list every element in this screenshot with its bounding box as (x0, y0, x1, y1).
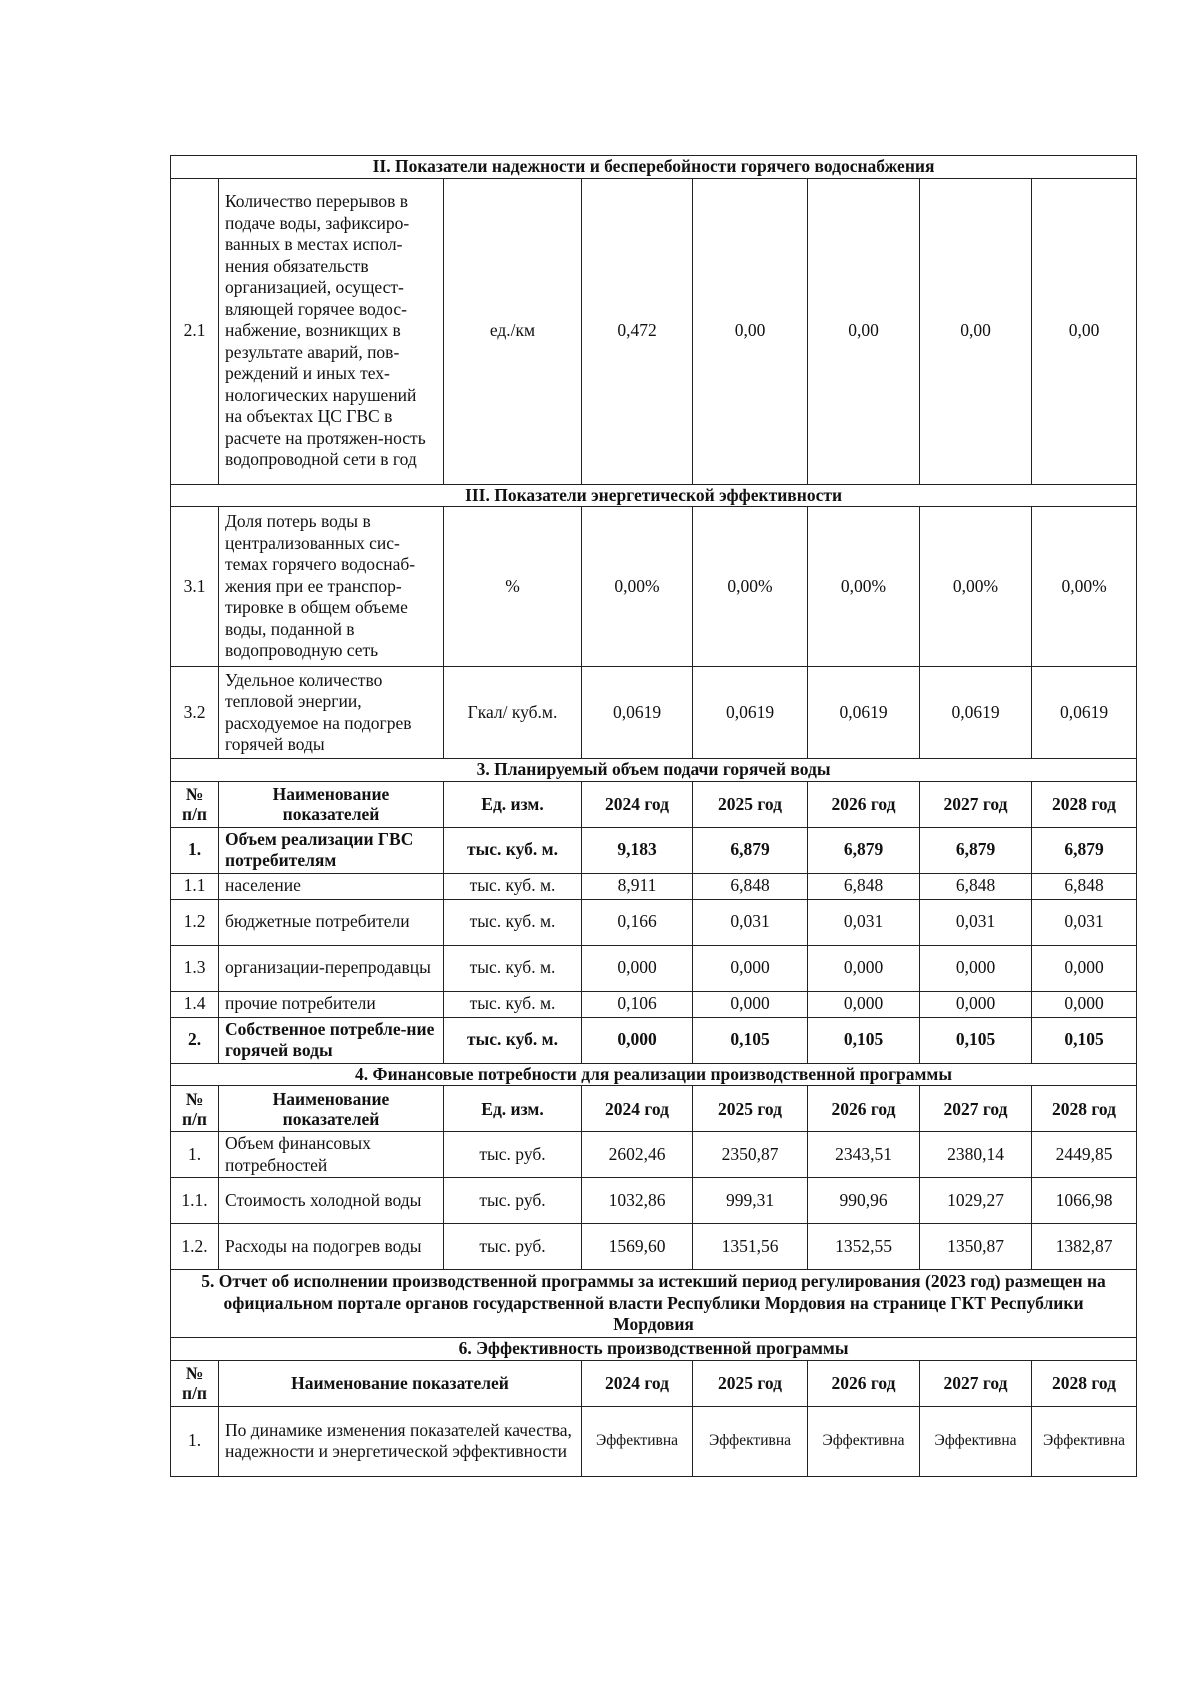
row-unit: Гкал/ куб.м. (444, 667, 582, 759)
cell-2027: Эффективна (920, 1406, 1032, 1476)
table-row (171, 873, 1137, 899)
section-row (171, 1338, 1137, 1361)
row-unit: тыс. куб. м. (444, 991, 582, 1017)
row-unit: тыс. руб. (444, 1178, 582, 1224)
row-unit: тыс. куб. м. (444, 945, 582, 991)
row-number: 1. (171, 1132, 219, 1178)
cell-2024: 8,911 (582, 873, 693, 899)
header-name: Наименование показателей (219, 1086, 444, 1132)
cell-2025: 999,31 (693, 1178, 808, 1224)
header-year: 2026 год (808, 1086, 920, 1132)
row-name: организации-перепродавцы (219, 945, 444, 991)
section-title-finance: 4. Финансовые потребности для реализации производственной программы (171, 1063, 1137, 1086)
cell-2024: 0,166 (582, 899, 693, 945)
cell-2024: 1032,86 (582, 1178, 693, 1224)
table-row (171, 991, 1137, 1017)
cell-2026: 6,879 (808, 827, 920, 873)
cell-2025: 2350,87 (693, 1132, 808, 1178)
section-row (171, 1270, 1137, 1338)
cell-2024: 0,000 (582, 945, 693, 991)
header-year: 2025 год (693, 1360, 808, 1406)
cell-2027: 2380,14 (920, 1132, 1032, 1178)
table-row (171, 945, 1137, 991)
row-number: 1.2 (171, 899, 219, 945)
row-number: 1.1 (171, 873, 219, 899)
row-number: 2.1 (171, 178, 219, 484)
cell-2027: 0,031 (920, 899, 1032, 945)
row-name: Удельное количество тепловой энергии, расходуемое на подогрев горячей воды (219, 667, 444, 759)
header-row (171, 1086, 1137, 1132)
row-name: Доля потерь воды в централизованных сис-темах горячего водоснаб-жения при ее транспор-тировке в общем объеме воды, поданной в водопроводную сеть (219, 507, 444, 667)
row-unit: тыс. куб. м. (444, 899, 582, 945)
cell-2024: 9,183 (582, 827, 693, 873)
header-unit: Ед. изм. (444, 1086, 582, 1132)
row-number: 1.4 (171, 991, 219, 1017)
row-unit: тыс. куб. м. (444, 1017, 582, 1063)
table-row (171, 1178, 1137, 1224)
cell-2027: 0,00% (920, 507, 1032, 667)
table-row (171, 1017, 1137, 1063)
cell-2028: 6,879 (1032, 827, 1137, 873)
indicators-table (170, 155, 1137, 1477)
table-row (171, 1406, 1137, 1476)
section-row (171, 1063, 1137, 1086)
cell-2025: 0,00% (693, 507, 808, 667)
row-name: прочие потребители (219, 991, 444, 1017)
cell-2024: 0,472 (582, 178, 693, 484)
row-unit: тыс. руб. (444, 1132, 582, 1178)
header-name: Наименование показателей (219, 781, 444, 827)
cell-2025: 6,879 (693, 827, 808, 873)
row-name: Количество перерывов в подаче воды, зафиксиро-ванных в местах испол-нения обязательств организацией, осущест-вляющей горячее водос-набжение, возникщих в результате аварий, пов-реждений и иных тех-нологических нарушений на объектах ЦС ГВС в расчете на протяжен-ность водопроводной сети в год (219, 178, 444, 484)
cell-2028: 0,00 (1032, 178, 1137, 484)
row-unit: тыс. руб. (444, 1224, 582, 1270)
header-year: 2027 год (920, 781, 1032, 827)
header-year: 2027 год (920, 1086, 1032, 1132)
header-year: 2024 год (582, 1086, 693, 1132)
header-row (171, 1360, 1137, 1406)
row-unit: тыс. куб. м. (444, 873, 582, 899)
header-unit: Ед. изм. (444, 781, 582, 827)
cell-2028: 0,0619 (1032, 667, 1137, 759)
cell-2028: 0,000 (1032, 991, 1137, 1017)
header-number: № п/п (171, 1086, 219, 1132)
cell-2026: 990,96 (808, 1178, 920, 1224)
cell-2028: 0,105 (1032, 1017, 1137, 1063)
row-name: Стоимость холодной воды (219, 1178, 444, 1224)
header-name: Наименование показателей (219, 1360, 582, 1406)
row-number: 1.2. (171, 1224, 219, 1270)
row-number: 1. (171, 827, 219, 873)
table-row (171, 1132, 1137, 1178)
table-row (171, 667, 1137, 759)
row-name: население (219, 873, 444, 899)
section-title-reliability: II. Показатели надежности и бесперебойности горячего водоснабжения (171, 156, 1137, 179)
cell-2026: 0,00 (808, 178, 920, 484)
row-unit: ед./км (444, 178, 582, 484)
cell-2024: 0,106 (582, 991, 693, 1017)
cell-2028: 1382,87 (1032, 1224, 1137, 1270)
cell-2027: 0,105 (920, 1017, 1032, 1063)
cell-2024: 1569,60 (582, 1224, 693, 1270)
cell-2027: 6,879 (920, 827, 1032, 873)
cell-2024: 2602,46 (582, 1132, 693, 1178)
cell-2026: 0,00% (808, 507, 920, 667)
cell-2028: 0,000 (1032, 945, 1137, 991)
cell-2026: 0,105 (808, 1017, 920, 1063)
header-year: 2028 год (1032, 1360, 1137, 1406)
header-number: № п/п (171, 781, 219, 827)
table-row (171, 178, 1137, 484)
row-number: 1.1. (171, 1178, 219, 1224)
cell-2024: 0,00% (582, 507, 693, 667)
cell-2024: 0,0619 (582, 667, 693, 759)
section-title-report: 5. Отчет об исполнении производственной программы за истекший период регулирования (2023 год) размещен на официальном портале органов государственной власти Республики Мордовия на странице ГКТ Республики Мордовия (171, 1270, 1137, 1338)
header-year: 2028 год (1032, 1086, 1137, 1132)
cell-2025: Эффективна (693, 1406, 808, 1476)
section-title-energy: III. Показатели энергетической эффективности (171, 484, 1137, 507)
cell-2025: 0,031 (693, 899, 808, 945)
cell-2028: 1066,98 (1032, 1178, 1137, 1224)
table-row (171, 827, 1137, 873)
header-year: 2025 год (693, 781, 808, 827)
section-title-volume: 3. Планируемый объем подачи горячей воды (171, 759, 1137, 782)
header-number: № п/п (171, 1360, 219, 1406)
header-year: 2025 год (693, 1086, 808, 1132)
cell-2026: 0,000 (808, 991, 920, 1017)
row-unit: % (444, 507, 582, 667)
row-name: бюджетные потребители (219, 899, 444, 945)
header-year: 2027 год (920, 1360, 1032, 1406)
cell-2026: 6,848 (808, 873, 920, 899)
cell-2026: 2343,51 (808, 1132, 920, 1178)
cell-2027: 6,848 (920, 873, 1032, 899)
cell-2027: 0,00 (920, 178, 1032, 484)
cell-2025: 6,848 (693, 873, 808, 899)
row-number: 1. (171, 1406, 219, 1476)
row-number: 2. (171, 1017, 219, 1063)
cell-2028: 0,031 (1032, 899, 1137, 945)
cell-2025: 0,00 (693, 178, 808, 484)
cell-2027: 0,0619 (920, 667, 1032, 759)
cell-2026: 0,031 (808, 899, 920, 945)
cell-2025: 1351,56 (693, 1224, 808, 1270)
row-number: 3.1 (171, 507, 219, 667)
header-year: 2026 год (808, 1360, 920, 1406)
cell-2027: 1350,87 (920, 1224, 1032, 1270)
section-row (171, 156, 1137, 179)
cell-2027: 0,000 (920, 945, 1032, 991)
row-name: Объем реализации ГВС потребителям (219, 827, 444, 873)
cell-2026: 0,0619 (808, 667, 920, 759)
row-name: По динамике изменения показателей качества, надежности и энергетической эффективности (219, 1406, 582, 1476)
row-unit: тыс. куб. м. (444, 827, 582, 873)
cell-2025: 0,0619 (693, 667, 808, 759)
table-row (171, 507, 1137, 667)
header-year: 2028 год (1032, 781, 1137, 827)
cell-2025: 0,000 (693, 945, 808, 991)
header-year: 2026 год (808, 781, 920, 827)
cell-2025: 0,105 (693, 1017, 808, 1063)
section-row (171, 759, 1137, 782)
section-title-efficiency: 6. Эффективность производственной программы (171, 1338, 1137, 1361)
cell-2028: 2449,85 (1032, 1132, 1137, 1178)
cell-2028: 0,00% (1032, 507, 1137, 667)
cell-2026: 0,000 (808, 945, 920, 991)
row-number: 3.2 (171, 667, 219, 759)
cell-2028: Эффективна (1032, 1406, 1137, 1476)
cell-2024: 0,000 (582, 1017, 693, 1063)
table-row (171, 899, 1137, 945)
row-name: Собственное потребле-ние горячей воды (219, 1017, 444, 1063)
cell-2026: Эффективна (808, 1406, 920, 1476)
cell-2027: 1029,27 (920, 1178, 1032, 1224)
header-year: 2024 год (582, 781, 693, 827)
table-row (171, 1224, 1137, 1270)
header-year: 2024 год (582, 1360, 693, 1406)
section-row (171, 484, 1137, 507)
row-name: Расходы на подогрев воды (219, 1224, 444, 1270)
cell-2028: 6,848 (1032, 873, 1137, 899)
cell-2026: 1352,55 (808, 1224, 920, 1270)
row-name: Объем финансовых потребностей (219, 1132, 444, 1178)
cell-2027: 0,000 (920, 991, 1032, 1017)
cell-2024: Эффективна (582, 1406, 693, 1476)
header-row (171, 781, 1137, 827)
cell-2025: 0,000 (693, 991, 808, 1017)
row-number: 1.3 (171, 945, 219, 991)
